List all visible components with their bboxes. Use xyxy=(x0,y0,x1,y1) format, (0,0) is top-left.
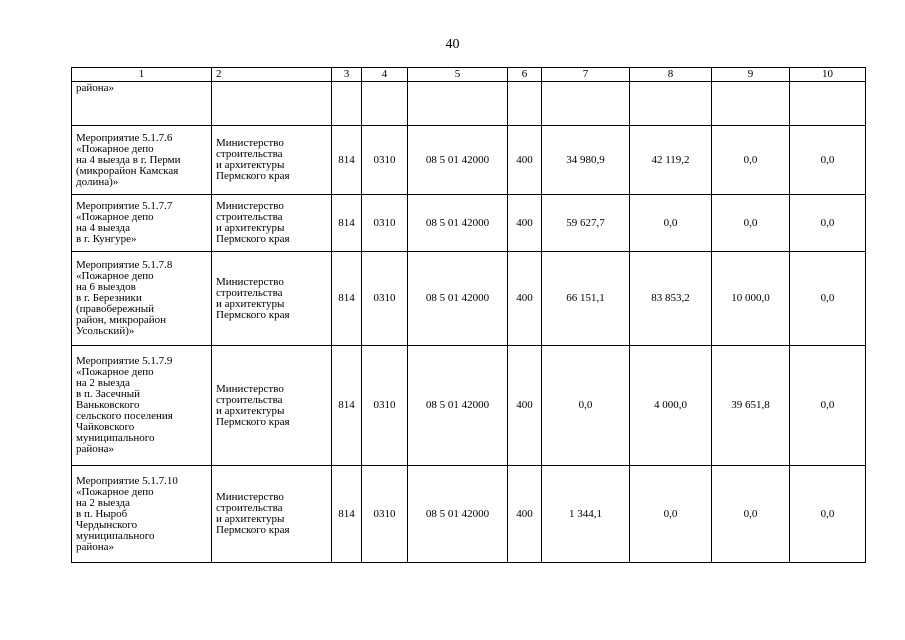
header-cell: 1 xyxy=(72,68,212,82)
cell-col4: 0310 xyxy=(362,346,408,466)
cell-col7: 34 980,9 xyxy=(542,126,630,195)
activity-cell: Мероприятие 5.1.7.7 «Пожарное депо на 4 выезда в г. Кунгуре» xyxy=(72,195,212,252)
cell-col3: 814 xyxy=(332,466,362,563)
cell-col8: 42 119,2 xyxy=(630,126,712,195)
activity-cell: Мероприятие 5.1.7.8 «Пожарное депо на 6 выездов в г. Березники (правобережный район, микрорайон Усольский)» xyxy=(72,252,212,346)
header-cell: 3 xyxy=(332,68,362,82)
cell-col4: 0310 xyxy=(362,126,408,195)
cell-col8: 0,0 xyxy=(630,466,712,563)
cell-col6: 400 xyxy=(508,195,542,252)
empty-cell xyxy=(630,82,712,126)
cell-col6: 400 xyxy=(508,346,542,466)
header-cell: 9 xyxy=(712,68,790,82)
continuation-cell: района» xyxy=(72,82,212,126)
cell-col5: 08 5 01 42000 xyxy=(408,252,508,346)
executor-cell: Министерство строительства и архитектуры Пермского края xyxy=(212,195,332,252)
empty-cell xyxy=(790,82,866,126)
cell-col8: 0,0 xyxy=(630,195,712,252)
executor-cell: Министерство строительства и архитектуры Пермского края xyxy=(212,252,332,346)
cell-col9: 0,0 xyxy=(712,126,790,195)
table-row xyxy=(72,346,866,466)
cell-col10: 0,0 xyxy=(790,346,866,466)
cell-col10: 0,0 xyxy=(790,126,866,195)
table-row xyxy=(72,252,866,346)
cell-col7: 0,0 xyxy=(542,346,630,466)
table-row xyxy=(72,466,866,563)
cell-col6: 400 xyxy=(508,252,542,346)
cell-col5: 08 5 01 42000 xyxy=(408,126,508,195)
budget-table xyxy=(71,67,866,563)
cell-col3: 814 xyxy=(332,195,362,252)
cell-col10: 0,0 xyxy=(790,252,866,346)
page-number: 40 xyxy=(445,37,460,52)
header-cell: 10 xyxy=(790,68,866,82)
cell-col6: 400 xyxy=(508,126,542,195)
cell-col4: 0310 xyxy=(362,466,408,563)
cell-col4: 0310 xyxy=(362,252,408,346)
executor-cell: Министерство строительства и архитектуры Пермского края xyxy=(212,346,332,466)
header-cell: 7 xyxy=(542,68,630,82)
empty-cell xyxy=(712,82,790,126)
activity-cell: Мероприятие 5.1.7.10 «Пожарное депо на 2 выезда в п. Ныроб Чердынского муниципального района» xyxy=(72,466,212,563)
table-row xyxy=(72,126,866,195)
cell-col8: 83 853,2 xyxy=(630,252,712,346)
header-cell: 8 xyxy=(630,68,712,82)
cell-col4: 0310 xyxy=(362,195,408,252)
empty-cell xyxy=(212,82,332,126)
cell-col9: 0,0 xyxy=(712,466,790,563)
executor-cell: Министерство строительства и архитектуры Пермского края xyxy=(212,466,332,563)
cell-col9: 10 000,0 xyxy=(712,252,790,346)
cell-col8: 4 000,0 xyxy=(630,346,712,466)
cell-col7: 66 151,1 xyxy=(542,252,630,346)
cell-col5: 08 5 01 42000 xyxy=(408,346,508,466)
header-cell: 2 xyxy=(212,68,332,82)
activity-cell: Мероприятие 5.1.7.9 «Пожарное депо на 2 выезда в п. Засечный Ваньковского сельского поселения Чайковского муниципального района» xyxy=(72,346,212,466)
empty-cell xyxy=(508,82,542,126)
cell-col6: 400 xyxy=(508,466,542,563)
cell-col7: 1 344,1 xyxy=(542,466,630,563)
cell-col9: 39 651,8 xyxy=(712,346,790,466)
empty-cell xyxy=(362,82,408,126)
cell-col5: 08 5 01 42000 xyxy=(408,195,508,252)
empty-cell xyxy=(542,82,630,126)
table-row xyxy=(72,195,866,252)
header-cell: 6 xyxy=(508,68,542,82)
empty-cell xyxy=(332,82,362,126)
cell-col10: 0,0 xyxy=(790,466,866,563)
header-cell: 5 xyxy=(408,68,508,82)
table-row-continuation xyxy=(72,82,866,126)
cell-col3: 814 xyxy=(332,126,362,195)
cell-col7: 59 627,7 xyxy=(542,195,630,252)
cell-col3: 814 xyxy=(332,346,362,466)
activity-cell: Мероприятие 5.1.7.6 «Пожарное депо на 4 выезда в г. Перми (микрорайон Камская долина)» xyxy=(72,126,212,195)
cell-col3: 814 xyxy=(332,252,362,346)
cell-col10: 0,0 xyxy=(790,195,866,252)
executor-cell: Министерство строительства и архитектуры Пермского края xyxy=(212,126,332,195)
table-header-row xyxy=(72,68,866,82)
cell-col5: 08 5 01 42000 xyxy=(408,466,508,563)
empty-cell xyxy=(408,82,508,126)
header-cell: 4 xyxy=(362,68,408,82)
cell-col9: 0,0 xyxy=(712,195,790,252)
